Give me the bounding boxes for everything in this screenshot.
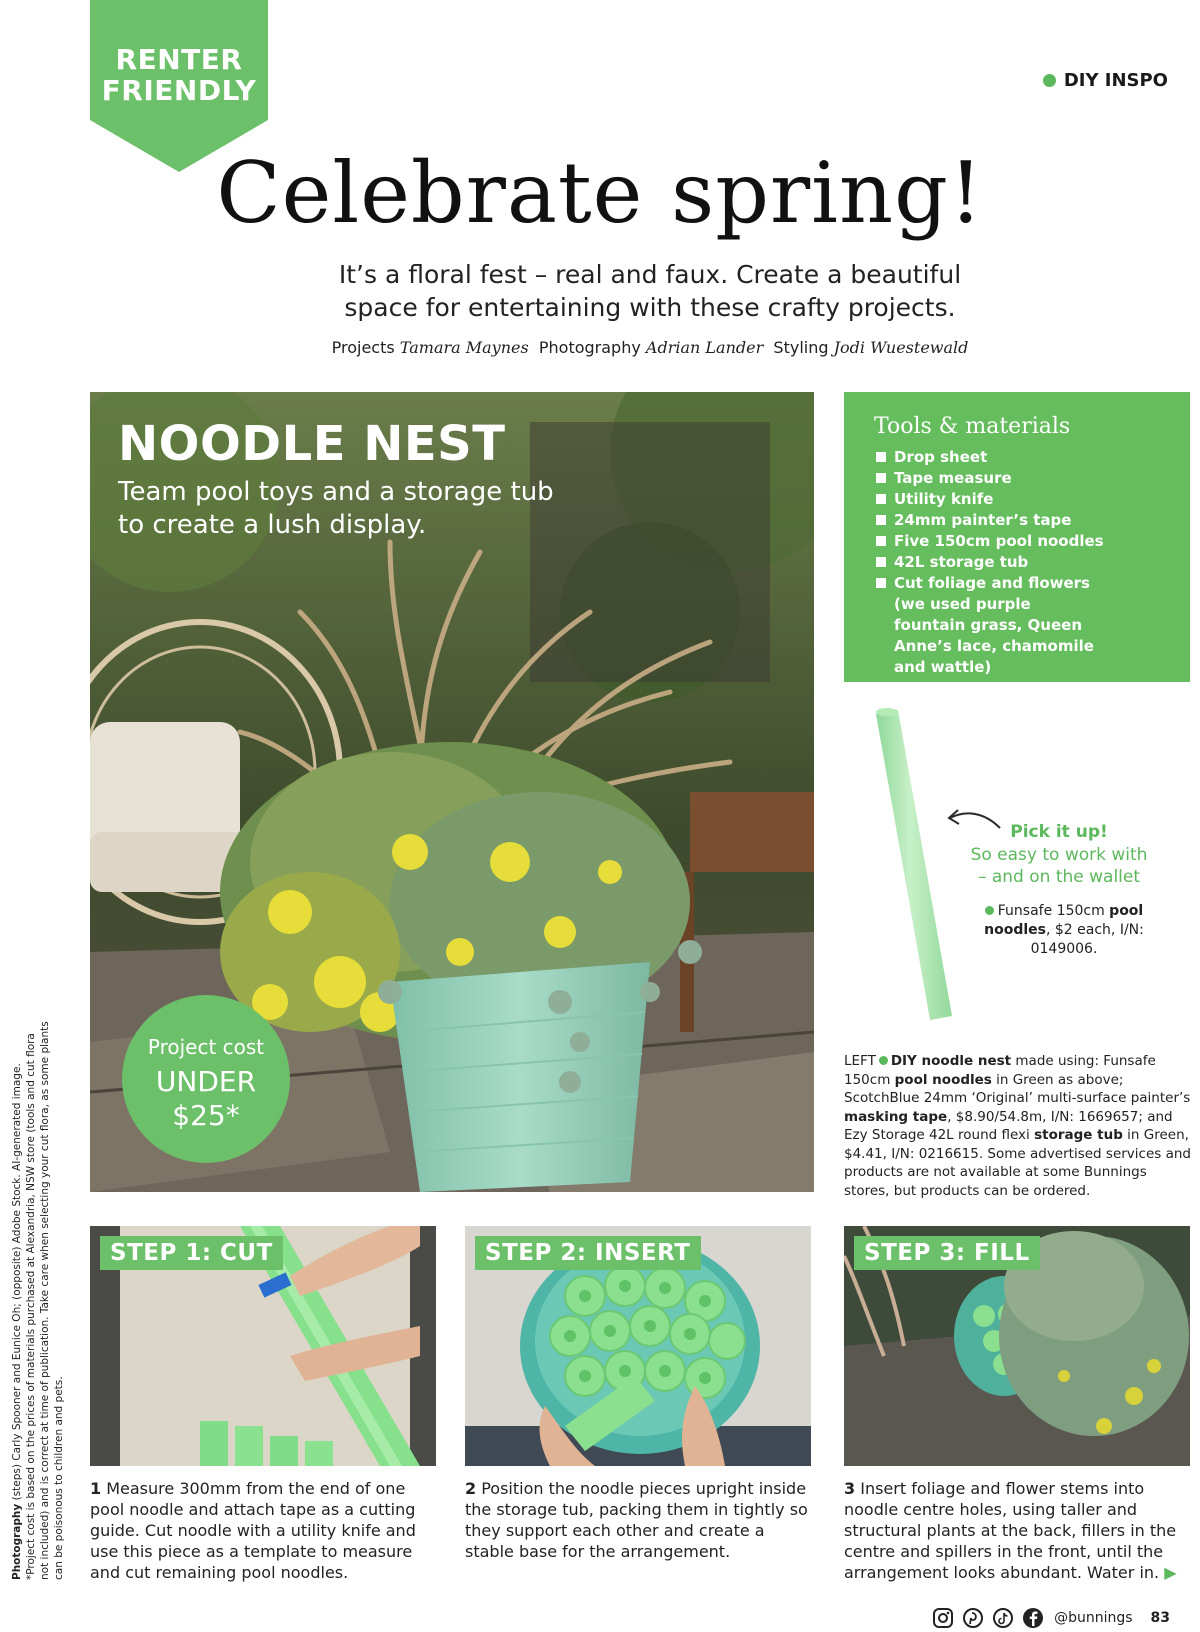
page-number: 83 [1150,1610,1170,1626]
list-item: Five 150cm pool noodles [874,531,1190,552]
caption-bold: storage tub [1034,1127,1123,1143]
step-1-text [90,1478,436,1583]
list-item: Cut foliage and flowers [874,573,1190,594]
caption-text: in Green as above; ScotchBlue 24mm ‘Original’ multi-surface painter’s [844,1071,1191,1106]
banner-line-1: RENTER [115,43,243,76]
caption-lead: LEFT [844,1053,876,1069]
section-tag-label: DIY INSPO [1063,70,1168,91]
sidebar-bold: Photography [11,1503,23,1580]
bullet-dot-icon [985,906,994,915]
product-price: , $2 each, I/N: 0149006. [1030,922,1144,957]
project-cost-under: UNDER [155,1065,257,1098]
subtitle-line-2: space for entertaining with these crafty projects. [344,293,956,322]
tools-list [874,447,1190,678]
pick-line-1: So easy to work with [970,845,1148,865]
caption-bold: masking tape [844,1108,948,1125]
step-3-label: STEP 3: FILL [854,1236,1040,1270]
caption-text: made using: Funsafe 150cm [844,1053,1156,1088]
pick-line-2: – and on the wallet [977,867,1141,887]
caption-bold: DIY noodle nest [890,1053,1012,1069]
step-2-label: STEP 2: INSERT [475,1236,701,1270]
page-title: Celebrate spring! [216,144,984,242]
list-item: 42L storage tub [874,552,1190,573]
tiktok-icon[interactable] [992,1607,1014,1629]
pool-noodle-image [870,706,960,1026]
credits-photo-name: Adrian Lander [645,338,764,357]
footer [932,1607,1170,1629]
bullet-dot-icon [1043,74,1056,87]
caption-text: , $8.90/54.8m, I/N: 1669657; and Ezy Storage 42L round flexi [844,1108,1173,1143]
step-number: 1 [90,1479,102,1498]
product-info [974,902,1154,959]
step-number: 2 [465,1479,477,1498]
project-title: NOODLE NEST [118,416,506,472]
pinterest-icon[interactable] [962,1607,984,1629]
social-handle[interactable]: @bunnings [1054,1610,1133,1626]
pick-it-up-callout [954,822,1164,888]
bullet-dot-icon [879,1056,888,1065]
credits-projects-label: Projects [331,338,395,357]
step-description: Insert foliage and flower stems into noodle centre holes, using taller and structural plants at the back, fillers in the centre and spillers in the front, until the arrangement looks abundant. Water in. [844,1479,1177,1582]
step-2-text [465,1478,811,1562]
list-item-note: (we used purple fountain grass, Queen Anne’s lace, chamomile and wattle) [894,595,1094,676]
page-subtitle [300,258,1000,324]
instagram-icon[interactable] [932,1607,954,1629]
credits-projects-name: Tamara Maynes [399,338,529,357]
step-description: Measure 300mm from the end of one pool noodle and attach tape as a cutting guide. Cut noodle with a utility knife and use this piece as a template to measure and cut remaining pool noodles. [90,1479,416,1582]
step-3-photo [844,1226,1190,1466]
step-2-photo [465,1226,811,1466]
step-number: 3 [844,1479,856,1498]
step-1-label: STEP 1: CUT [100,1236,283,1270]
product-text: Funsafe 150cm [997,903,1110,919]
project-cost-badge [122,995,290,1163]
credits-styling-name: Jodi Wuestewald [833,338,969,357]
continue-arrow-icon: ▶ [1164,1563,1177,1582]
project-cost-value: $25* [172,1099,240,1132]
sidebar-text: (steps) Carly Spooner and Eunice Oh; (opposite) Adobe Stock. AI-generated image. *Project cost is based on the prices of materials purchased at Alexandria, NSW store (tools and cut flora not included) and is correct at time of publication. Take care when selecting your cut flora, as some plants can be poisonous to children and pets. [11,1021,65,1580]
photo-credits-sidebar [10,1020,66,1580]
section-tag [1043,70,1168,91]
facebook-icon[interactable] [1022,1607,1044,1629]
project-cost-label: Project cost [147,1035,265,1059]
pick-title: Pick it up! [1010,822,1108,842]
banner-line-2: FRIENDLY [101,74,257,107]
step-1-photo [90,1226,436,1466]
step-description: Position the noodle pieces upright inside the storage tub, packing them in tightly so they support each other and create a stable base for the arrangement. [465,1479,808,1561]
hero-photo [90,392,814,1192]
tools-materials-box [844,392,1190,682]
banner-text [90,44,268,106]
subtitle-line-1: It’s a floral fest – real and faux. Create a beautiful [338,260,962,289]
credits [250,338,1050,357]
product-name: pool noodles [984,903,1144,938]
left-caption [844,1052,1194,1200]
caption-bold: pool noodles [894,1071,992,1088]
credits-photo-label: Photography [538,338,641,357]
project-subtitle: Team pool toys and a storage tub to create a lush display. [118,477,554,540]
step-3-text [844,1478,1190,1583]
caption-text: in Green, $4.41, I/N: 0216615. Some advertised services and products are not available at some Bunnings stores, but products can be ordered. [844,1127,1191,1199]
list-item: Tape measure [874,468,1190,489]
credits-styling-label: Styling [773,338,829,357]
list-item: Drop sheet [874,447,1190,468]
tools-title: Tools & materials [874,414,1071,439]
list-item: Utility knife [874,489,1190,510]
list-item: 24mm painter’s tape [874,510,1190,531]
